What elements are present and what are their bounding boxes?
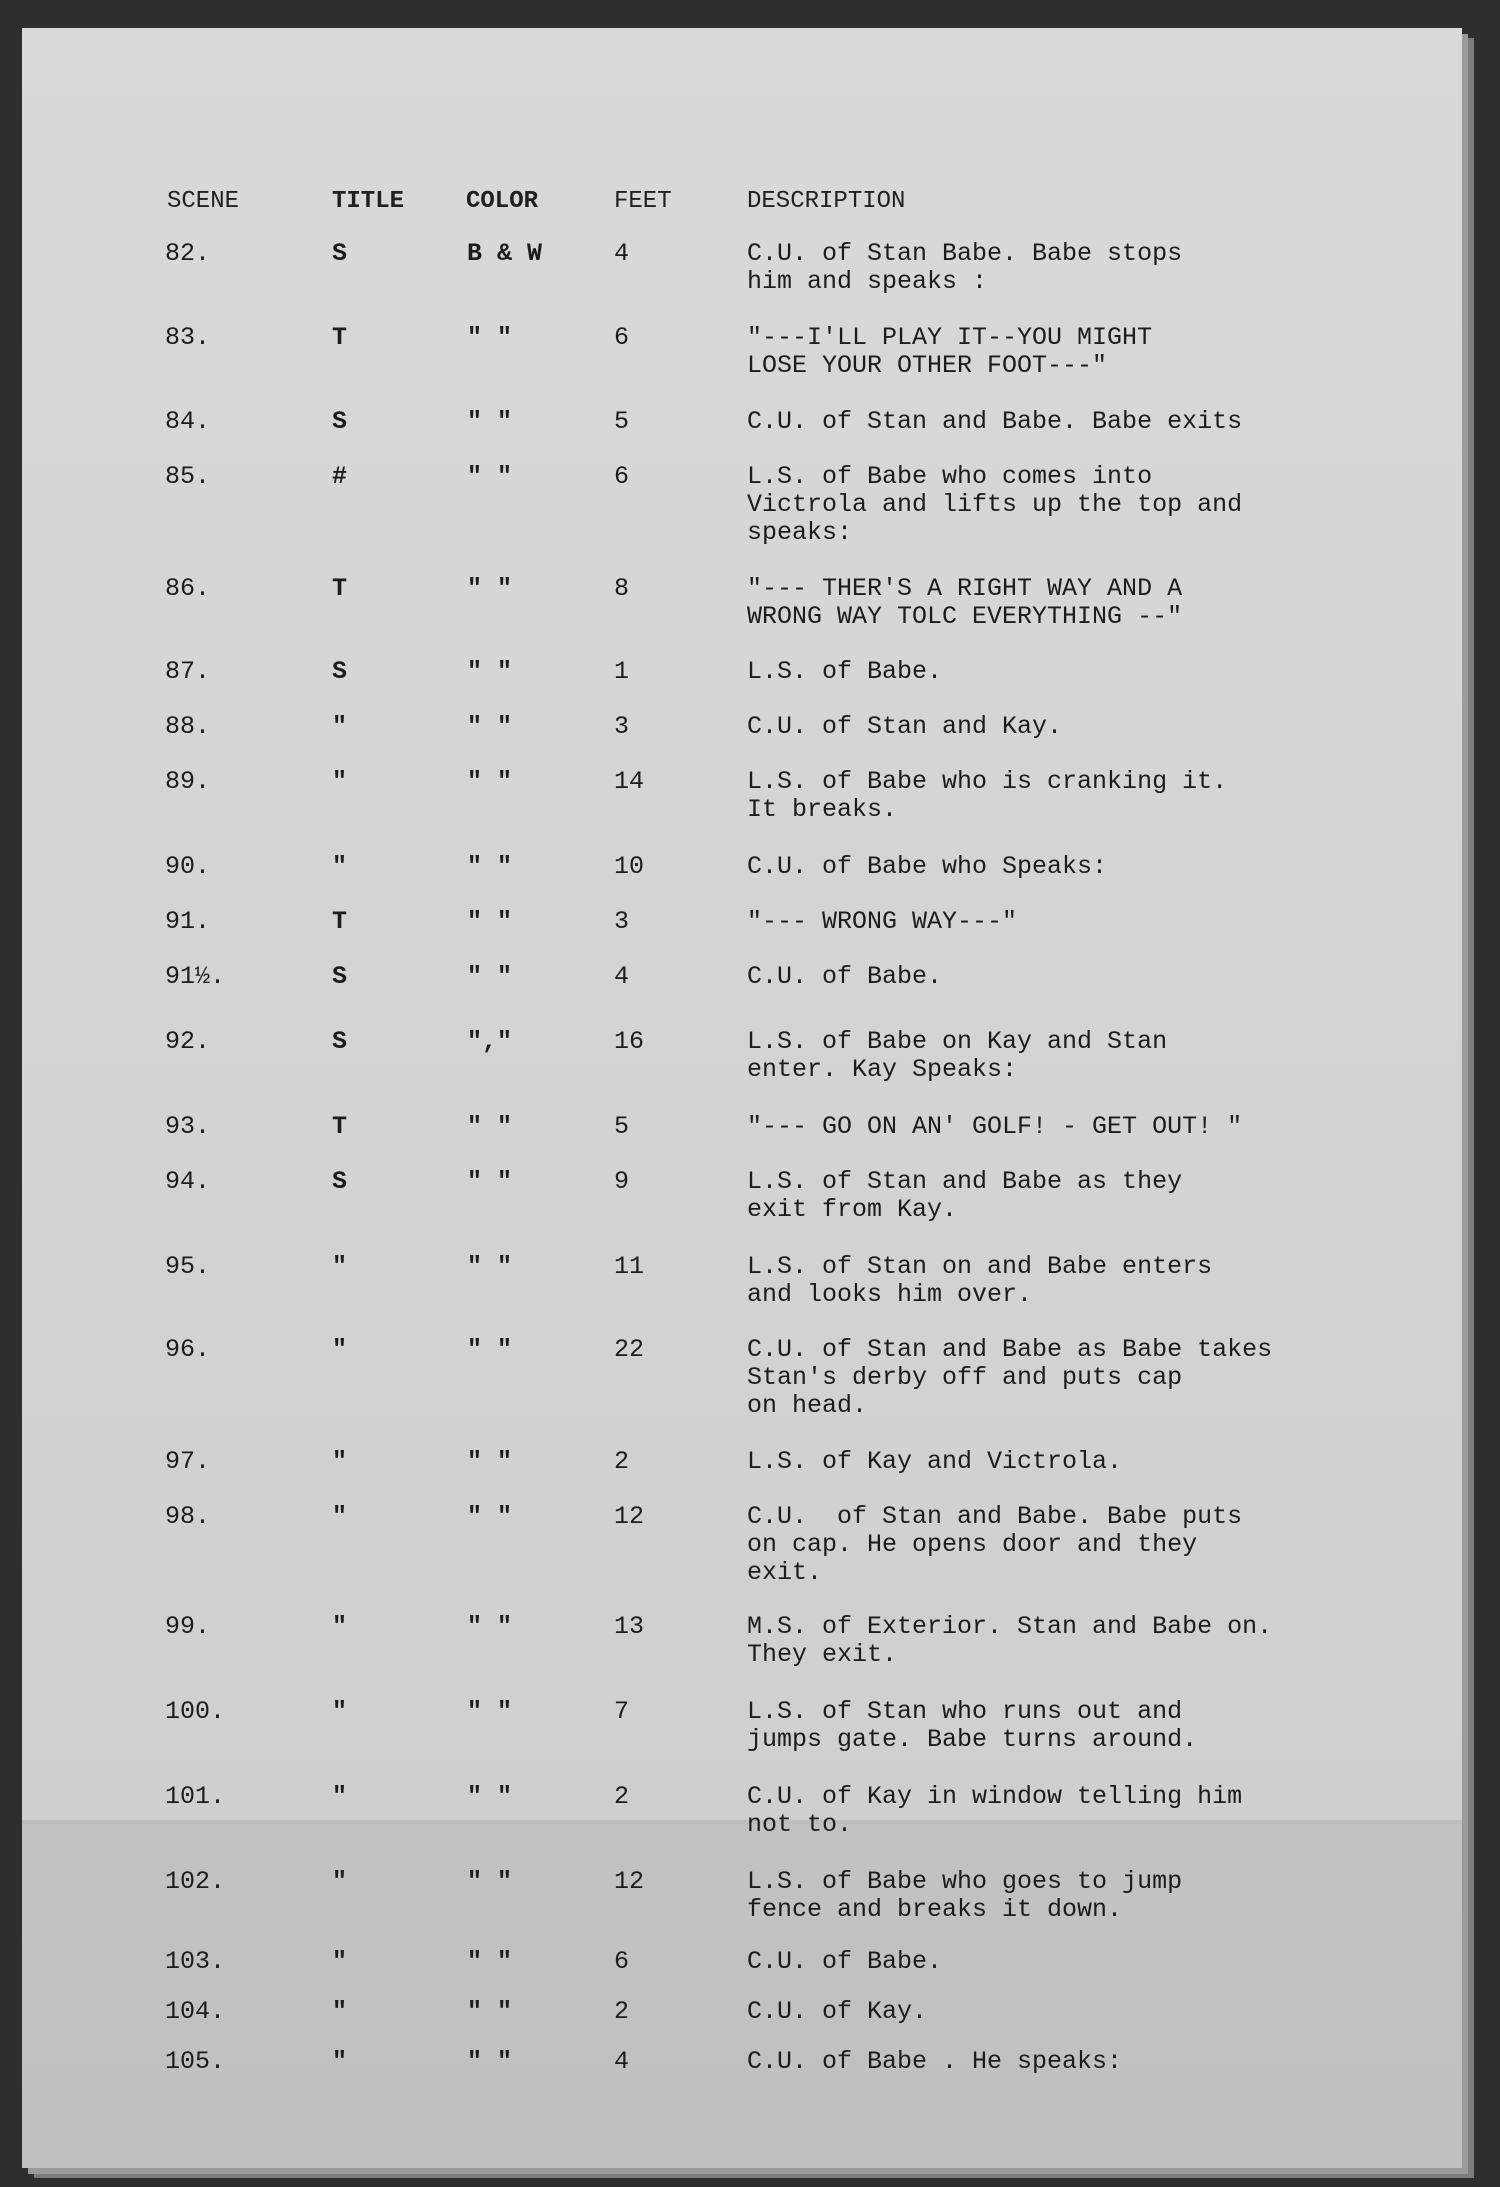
scene-number: 89. xyxy=(165,767,211,796)
title-code: " xyxy=(332,1947,348,1976)
title-code: " xyxy=(332,1502,348,1531)
scene-number: 91. xyxy=(165,907,211,936)
color-code: " " xyxy=(467,1335,513,1364)
feet-count: 6 xyxy=(614,323,630,352)
scene-number: 98. xyxy=(165,1502,211,1531)
title-code: # xyxy=(332,462,348,491)
scene-number: 83. xyxy=(165,323,211,352)
color-code: " " xyxy=(467,852,513,881)
scene-number: 88. xyxy=(165,712,211,741)
feet-count: 4 xyxy=(614,2047,630,2076)
title-code: S xyxy=(332,1027,348,1056)
scene-description: C.U. of Babe. xyxy=(747,1947,943,1976)
scene-description: C.U. of Kay in window telling him not to. xyxy=(747,1782,1243,1839)
scene-description: L.S. of Kay and Victrola. xyxy=(747,1447,1123,1476)
header-color: COLOR xyxy=(466,188,539,215)
color-code: " " xyxy=(467,462,513,491)
feet-count: 3 xyxy=(614,907,630,936)
color-code: " " xyxy=(467,1947,513,1976)
script-page xyxy=(22,28,1462,2168)
feet-count: 5 xyxy=(614,1112,630,1141)
color-code: " " xyxy=(467,1502,513,1531)
title-code: S xyxy=(332,962,348,991)
scene-number: 92. xyxy=(165,1027,211,1056)
scene-description: L.S. of Babe who is cranking it. It breaks. xyxy=(747,767,1228,824)
scene-number: 82. xyxy=(165,239,211,268)
title-code: " xyxy=(332,1335,348,1364)
title-code: T xyxy=(332,323,348,352)
title-code: " xyxy=(332,1612,348,1641)
scene-description: L.S. of Babe on Kay and Stan enter. Kay Speaks: xyxy=(747,1027,1168,1084)
color-code: " " xyxy=(467,2047,513,2076)
scene-number: 97. xyxy=(165,1447,211,1476)
feet-count: 10 xyxy=(614,852,645,881)
title-code: S xyxy=(332,239,348,268)
scene-description: "--- GO ON AN' GOLF! - GET OUT! " xyxy=(747,1112,1243,1141)
scene-description: C.U. of Stan Babe. Babe stops him and speaks : xyxy=(747,239,1183,296)
color-code: " " xyxy=(467,712,513,741)
color-code: " " xyxy=(467,1697,513,1726)
title-code: " xyxy=(332,2047,348,2076)
color-code: " " xyxy=(467,962,513,991)
feet-count: 8 xyxy=(614,574,630,603)
feet-count: 2 xyxy=(614,1782,630,1811)
title-code: " xyxy=(332,1447,348,1476)
scene-number: 96. xyxy=(165,1335,211,1364)
title-code: " xyxy=(332,1997,348,2026)
title-code: S xyxy=(332,657,348,686)
feet-count: 6 xyxy=(614,462,630,491)
color-code: B & W xyxy=(467,239,543,268)
feet-count: 16 xyxy=(614,1027,645,1056)
feet-count: 4 xyxy=(614,239,630,268)
scene-number: 100. xyxy=(165,1697,226,1726)
title-code: T xyxy=(332,1112,348,1141)
color-code: " " xyxy=(467,1167,513,1196)
color-code: " " xyxy=(467,1997,513,2026)
header-description: DESCRIPTION xyxy=(747,188,906,215)
color-code: " " xyxy=(467,1447,513,1476)
scene-description: C.U. of Babe who Speaks: xyxy=(747,852,1108,881)
feet-count: 3 xyxy=(614,712,630,741)
feet-count: 5 xyxy=(614,407,630,436)
feet-count: 9 xyxy=(614,1167,630,1196)
scene-number: 84. xyxy=(165,407,211,436)
feet-count: 14 xyxy=(614,767,645,796)
scene-number: 86. xyxy=(165,574,211,603)
title-code: S xyxy=(332,1167,348,1196)
header-title: TITLE xyxy=(332,188,405,215)
color-code: " " xyxy=(467,767,513,796)
scene-description: C.U. of Stan and Babe. Babe exits xyxy=(747,407,1243,436)
feet-count: 11 xyxy=(614,1252,645,1281)
color-code: " " xyxy=(467,1112,513,1141)
scene-description: L.S. of Stan on and Babe enters and looks him over. xyxy=(747,1252,1213,1309)
title-code: " xyxy=(332,1782,348,1811)
color-code: " " xyxy=(467,1612,513,1641)
feet-count: 7 xyxy=(614,1697,630,1726)
color-code: " " xyxy=(467,1782,513,1811)
title-code: " xyxy=(332,767,348,796)
scene-number: 91½. xyxy=(165,962,226,991)
feet-count: 1 xyxy=(614,657,630,686)
title-code: " xyxy=(332,852,348,881)
scene-description: L.S. of Stan who runs out and jumps gate. Babe turns around. xyxy=(747,1697,1198,1754)
scene-description: L.S. of Babe who goes to jump fence and breaks it down. xyxy=(747,1867,1183,1924)
scene-description: C.U. of Babe . He speaks: xyxy=(747,2047,1123,2076)
scene-description: C.U. of Stan and Babe as Babe takes Stan's derby off and puts cap on head. xyxy=(747,1335,1273,1420)
scene-number: 104. xyxy=(165,1997,226,2026)
scene-number: 95. xyxy=(165,1252,211,1281)
scene-number: 105. xyxy=(165,2047,226,2076)
scene-description: "--- THER'S A RIGHT WAY AND A WRONG WAY TOLC EVERYTHING --" xyxy=(747,574,1183,631)
scene-description: L.S. of Stan and Babe as they exit from Kay. xyxy=(747,1167,1183,1224)
scene-number: 90. xyxy=(165,852,211,881)
scene-description: L.S. of Babe. xyxy=(747,657,943,686)
scene-number: 93. xyxy=(165,1112,211,1141)
header-feet: FEET xyxy=(614,188,672,215)
scene-description: "---I'LL PLAY IT--YOU MIGHT LOSE YOUR OTHER FOOT---" xyxy=(747,323,1153,380)
color-code: " " xyxy=(467,407,513,436)
scene-description: M.S. of Exterior. Stan and Babe on. They exit. xyxy=(747,1612,1273,1669)
scene-number: 87. xyxy=(165,657,211,686)
color-code: " " xyxy=(467,1867,513,1896)
feet-count: 12 xyxy=(614,1867,645,1896)
feet-count: 12 xyxy=(614,1502,645,1531)
title-code: T xyxy=(332,574,348,603)
title-code: T xyxy=(332,907,348,936)
title-code: " xyxy=(332,1867,348,1896)
feet-count: 2 xyxy=(614,1447,630,1476)
color-code: "," xyxy=(467,1027,513,1056)
feet-count: 6 xyxy=(614,1947,630,1976)
feet-count: 4 xyxy=(614,962,630,991)
header-scene: SCENE xyxy=(167,188,240,215)
color-code: " " xyxy=(467,1252,513,1281)
title-code: " xyxy=(332,1252,348,1281)
scene-number: 102. xyxy=(165,1867,226,1896)
title-code: S xyxy=(332,407,348,436)
feet-count: 13 xyxy=(614,1612,645,1641)
scene-description: L.S. of Babe who comes into Victrola and lifts up the top and speaks: xyxy=(747,462,1243,547)
color-code: " " xyxy=(467,657,513,686)
scene-description: "--- WRONG WAY---" xyxy=(747,907,1018,936)
title-code: " xyxy=(332,712,348,741)
scene-description: C.U. of Stan and Kay. xyxy=(747,712,1063,741)
scene-description: C.U. of Kay. xyxy=(747,1997,928,2026)
scene-description: C.U. of Stan and Babe. Babe puts on cap. He opens door and they exit. xyxy=(747,1502,1243,1587)
color-code: " " xyxy=(467,323,513,352)
scene-number: 99. xyxy=(165,1612,211,1641)
scene-number: 85. xyxy=(165,462,211,491)
feet-count: 22 xyxy=(614,1335,645,1364)
color-code: " " xyxy=(467,574,513,603)
scene-description: C.U. of Babe. xyxy=(747,962,943,991)
color-code: " " xyxy=(467,907,513,936)
title-code: " xyxy=(332,1697,348,1726)
feet-count: 2 xyxy=(614,1997,630,2026)
scene-number: 101. xyxy=(165,1782,226,1811)
scene-number: 94. xyxy=(165,1167,211,1196)
scene-number: 103. xyxy=(165,1947,226,1976)
